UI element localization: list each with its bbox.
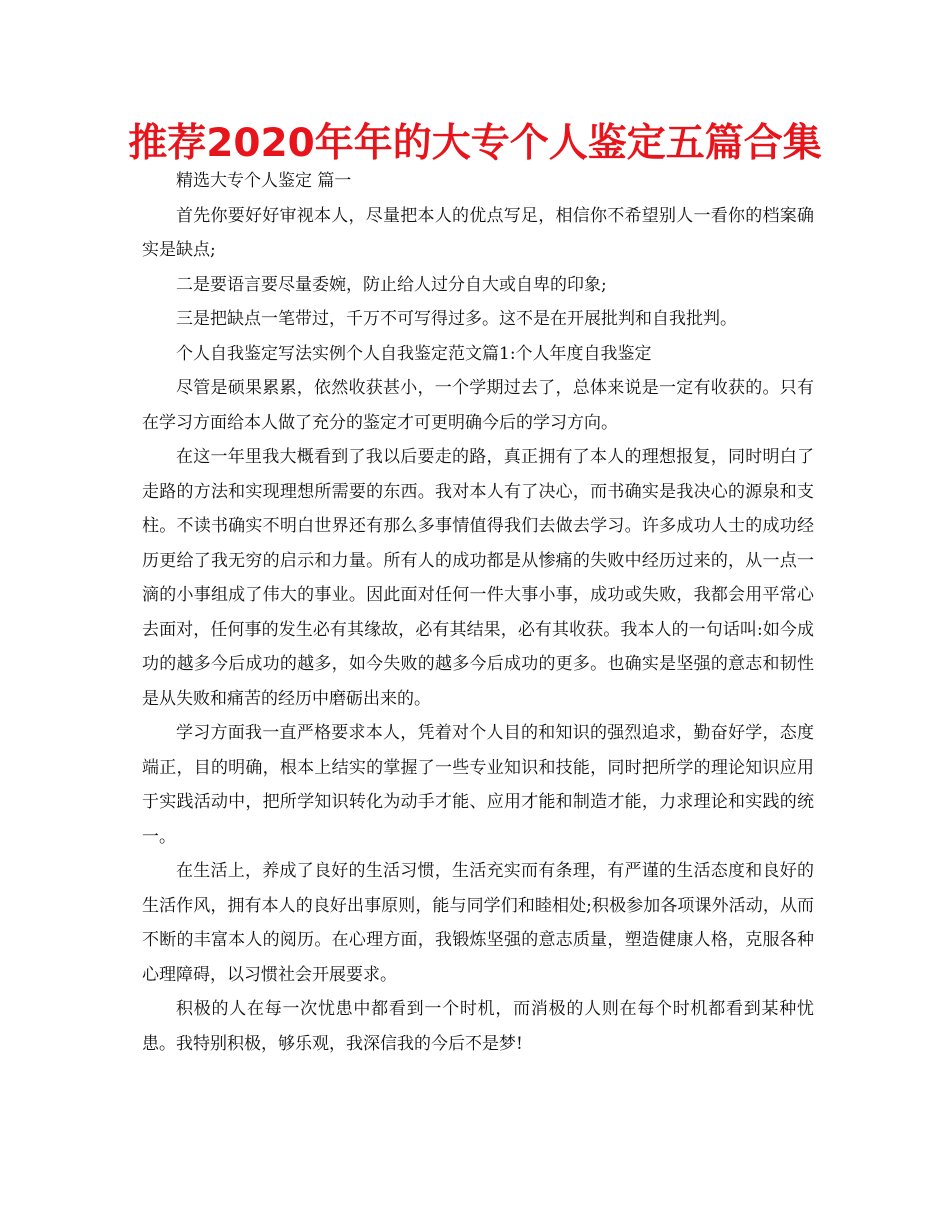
paragraph-section-heading: 精选大专个人鉴定 篇一: [176, 171, 352, 191]
paragraph: 学习方面我一直严格要求本人，凭着对个人目的和知识的强烈追求，勤奋好学，态度端正，目的明确，根本上结实的掌握了一些专业知识和技能，同时把所学的理论知识应用于实践活动中，把所学知识转化为动手才能、应用才能和制造才能，力求理论和实践的统一。: [142, 723, 814, 847]
paragraph-subheading: 个人自我鉴定写法实例个人自我鉴定范文篇1:个人年度自我鉴定: [176, 343, 652, 364]
paragraph: 三是把缺点一笔带过，千万不可写得过多。这不是在开展批判和自我批判。: [176, 309, 737, 329]
paragraph: 在这一年里我大概看到了我以后要走的路，真正拥有了本人的理想报复，同时明白了走路的方法和实现理想所需要的东西。我对本人有了决心，而书确实是我决心的源泉和支柱。不读书确实不明白世界还有那么多事情值得我们去做去学习。许多成功人士的成功经历更给了我无穷的启示和力量。所有人的成功都是从惨痛的失败中经历过来的，从一点一滴的小事组成了伟大的事业。因此面对任何一件大事小事，成功或失败，我都会用平常心去面对，任何事的发生必有其缘故，必有其结果，必有其收获。我本人的一句话叫:如今成功的越多今后成功的越多，如今失败的越多今后成功的更多。也确实是坚强的意志和韧性是从失败和痛苦的经历中磨砺出来的。: [142, 447, 814, 709]
document-body: [142, 164, 814, 1061]
paragraph: 尽管是硕果累累，依然收获甚小，一个学期过去了，总体来说是一定有收获的。只有在学习方面给本人做了充分的鉴定才可更明确今后的学习方向。: [142, 378, 814, 433]
paragraph: 在生活上，养成了良好的生活习惯，生活充实而有条理，有严谨的生活态度和良好的生活作风，拥有本人的良好出事原则，能与同学们和睦相处;积极参加各项课外活动，从而不断的丰富本人的阅历。在心理方面，我锻炼坚强的意志质量，塑造健康人格，克服各种心理障碍，以习惯社会开展要求。: [142, 861, 814, 985]
paragraph: 首先你要好好审视本人，尽量把本人的优点写足，相信你不希望别人一看你的档案确实是缺点;: [142, 205, 814, 260]
document-title: 推荐2020年年的大专个人鉴定五篇合集: [128, 121, 822, 166]
paragraph: 二是要语言要尽量委婉，防止给人过分自大或自卑的印象;: [176, 274, 607, 295]
paragraph: 积极的人在每一次忧患中都看到一个时机，而消极的人则在每个时机都看到某种忧患。我特别积极，够乐观，我深信我的今后不是梦!: [142, 999, 814, 1054]
